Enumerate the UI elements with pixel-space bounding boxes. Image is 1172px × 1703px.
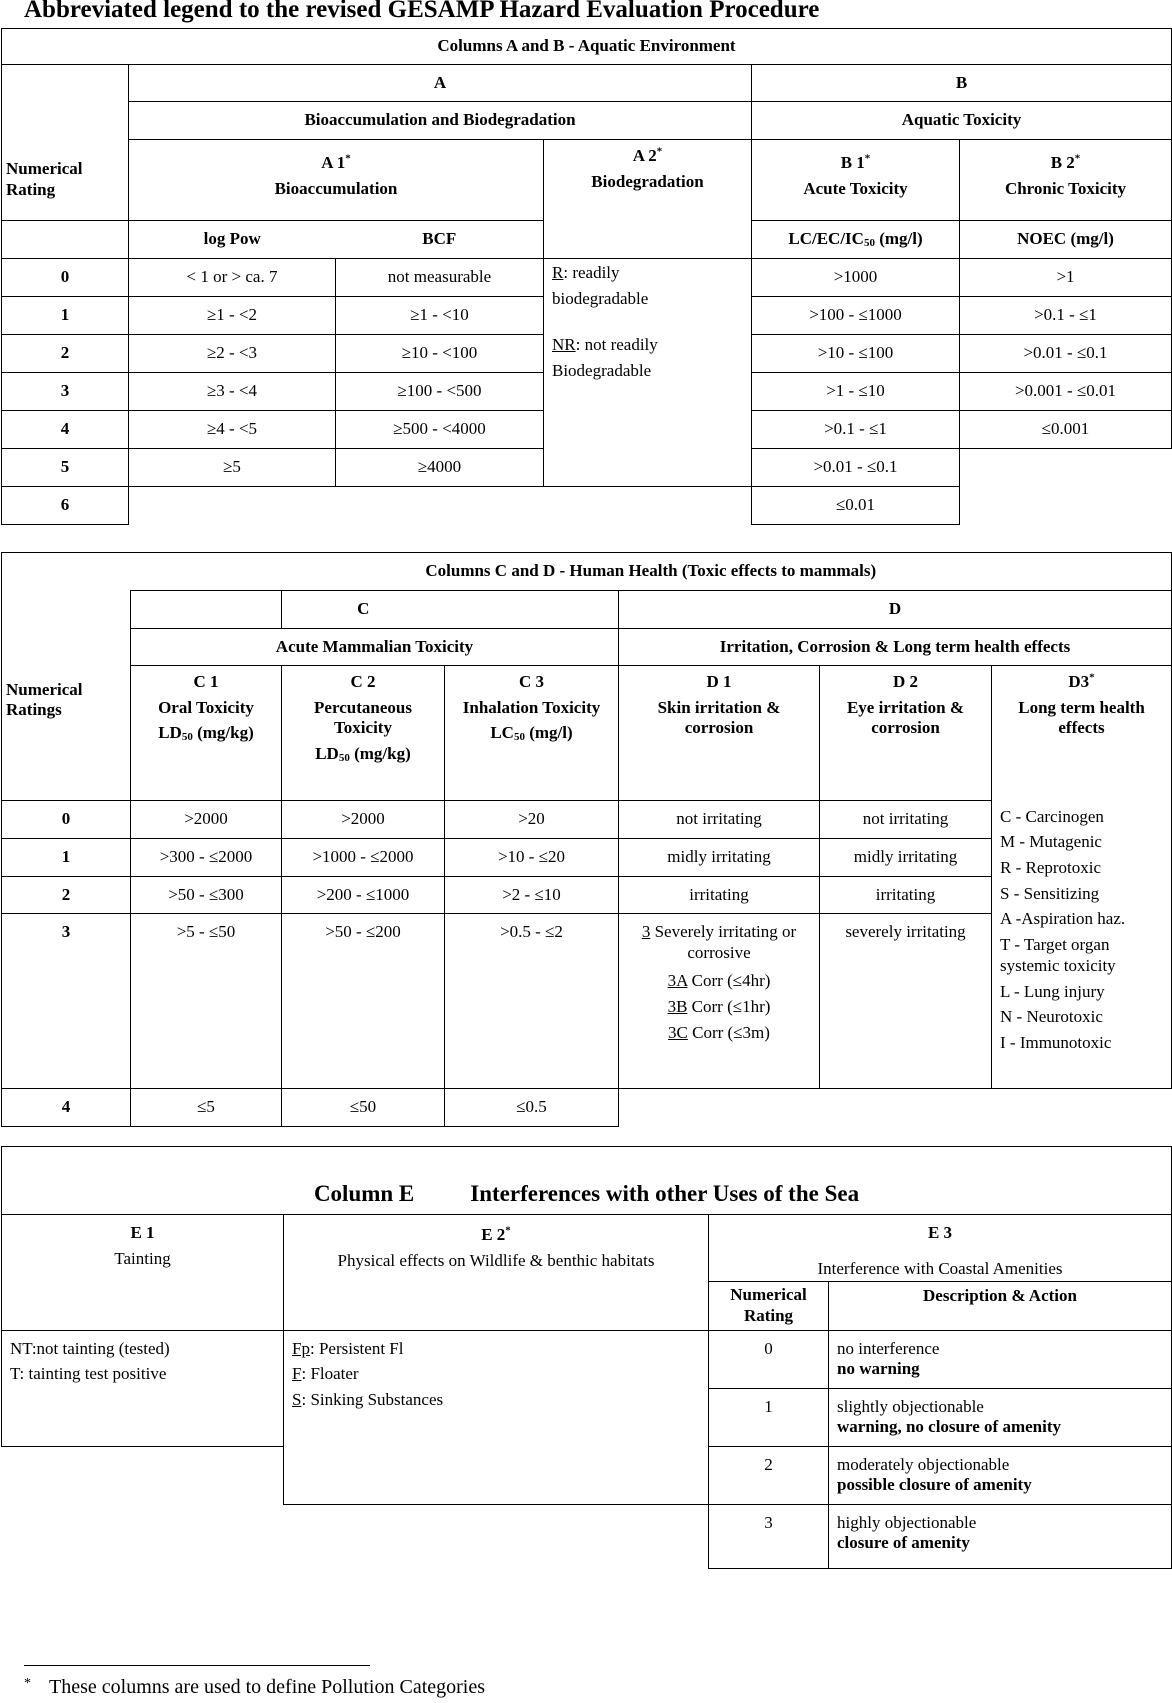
e3-header: E 3 — [709, 1215, 1172, 1257]
d3-header: D3* Long term health effects — [992, 666, 1172, 801]
numerical-ratings-header: Numerical Ratings — [2, 666, 131, 801]
footnote: * These columns are used to define Pollution Categories — [24, 1676, 486, 1698]
d1-rating-3: 3 Severely irritating or corrosive 3A Corr (≤4hr) 3B Corr (≤1hr) 3C Corr (≤3m) — [619, 914, 820, 1089]
table-row: 1 ≥1 - <2 ≥1 - <10 >100 - ≤1000 >0.1 - ≤1 — [2, 297, 1172, 335]
footnote-divider — [24, 1665, 370, 1666]
column-b-title: Aquatic Toxicity — [752, 102, 1172, 140]
table-row: 5 ≥5 ≥4000 >0.01 - ≤0.1 — [2, 449, 1172, 487]
column-a-letter: A — [129, 65, 752, 102]
c1-header: C 1 Oral Toxicity LD50 (mg/kg) — [131, 666, 282, 801]
table-row: 1 >300 - ≤2000 >1000 - ≤2000 >10 - ≤20 midly irritating midly irritating — [2, 839, 1172, 877]
column-a-title: Bioaccumulation and Biodegradation — [129, 102, 752, 140]
d2-header: D 2 Eye irritation & corrosion — [820, 666, 992, 801]
column-e-table: Column E Interferences with other Uses of the Sea E 1 Tainting E 2* Physical effects on Wildlife & benthic habitats E 3 Interference with Coastal Amenities Numerical Rating Description & Action NT:not tainting (tested) T: tainting test positive Fp: Persistent Fl F: Floater S: Sinking Substances 0 no interference no warning 1 slightly objectionable warning, no closure of amenity 2 moderately objectionable possible closure of amenity 3 highly objectionable closure of amenity — [1, 1146, 1172, 1569]
table-row: 4 ≥4 - <5 ≥500 - <4000 >0.1 - ≤1 ≤0.001 — [2, 411, 1172, 449]
e1-values: NT:not tainting (tested) T: tainting test positive — [2, 1330, 284, 1446]
a2-header: A 2* Biodegradation — [544, 140, 752, 259]
table-row: 3 ≥3 - <4 ≥100 - <500 >1 - ≤10 >0.001 - ≤0.01 — [2, 373, 1172, 411]
column-c-letter: C — [282, 591, 445, 629]
b2-unit-header: NOEC (mg/l) — [960, 221, 1172, 259]
b1-unit-header: LC/EC/IC50 (mg/l) — [752, 221, 960, 259]
aquatic-header: Columns A and B - Aquatic Environment — [2, 29, 1172, 65]
list-item: moderately objectionable possible closure of amenity — [829, 1446, 1172, 1504]
c3-header: C 3 Inhalation Toxicity LC50 (mg/l) — [445, 666, 619, 801]
list-item: slightly objectionable warning, no closure of amenity — [829, 1388, 1172, 1446]
table-row: 6 ≤0.01 — [2, 487, 1172, 525]
e3-rating-header: Numerical Rating — [709, 1282, 829, 1330]
e2-header: E 2* Physical effects on Wildlife & benthic habitats — [284, 1215, 709, 1331]
list-item: highly objectionable closure of amenity — [829, 1504, 1172, 1568]
d1-header: D 1 Skin irritation & corrosion — [619, 666, 820, 801]
column-d-title: Irritation, Corrosion & Long term health effects — [619, 629, 1172, 666]
table-row: 0 >2000 >2000 >20 not irritating not irritating C - Carcinogen M - Mutagenic R - Reprotoxic S - Sensitizing A -Aspiration haz. T - Target organ systemic toxicity L - Lung injury N - Neurotoxic I - Immunotoxic — [2, 801, 1172, 839]
d3-effects-list: C - Carcinogen M - Mutagenic R - Reprotoxic S - Sensitizing A -Aspiration haz. T - Target organ systemic toxicity L - Lung injury N - Neurotoxic I - Immunotoxic — [992, 801, 1172, 1089]
table-row: 3 >5 - ≤50 >50 - ≤200 >0.5 - ≤2 3 Severely irritating or corrosive 3A Corr (≤4hr) 3B Corr (≤1hr) 3C Corr (≤3m) severely irritating — [2, 914, 1172, 1089]
biodegradation-values: R: readily biodegradable NR: not readily Biodegradable — [544, 259, 752, 487]
e1-header: E 1 Tainting — [2, 1215, 284, 1331]
a1-header: A 1* Bioaccumulation — [129, 140, 544, 221]
table-row: 4 ≤5 ≤50 ≤0.5 — [2, 1089, 1172, 1127]
table-row: 2 >50 - ≤300 >200 - ≤1000 >2 - ≤10 irritating irritating — [2, 877, 1172, 914]
column-e-title: Column E Interferences with other Uses of the Sea — [2, 1147, 1172, 1215]
numerical-rating-header: Numerical Rating — [2, 140, 129, 221]
e3-title: Interference with Coastal Amenities — [817, 1258, 1063, 1278]
column-b-letter: B — [752, 65, 1172, 102]
column-d-letter: D — [619, 591, 1172, 629]
bcf-header: BCF — [336, 221, 544, 259]
human-health-header: Columns C and D - Human Health (Toxic effects to mammals) — [131, 553, 1172, 591]
page-title: Abbreviated legend to the revised GESAMP Hazard Evaluation Procedure — [24, 0, 820, 23]
table-row: 0 < 1 or > ca. 7 not measurable R: readily biodegradable NR: not readily Biodegradable >1000 >1 — [2, 259, 1172, 297]
b2-header: B 2* Chronic Toxicity — [960, 140, 1172, 221]
log-pow-header: log Pow — [129, 221, 336, 259]
aquatic-environment-table — [1, 28, 1172, 525]
column-c-title: Acute Mammalian Toxicity — [131, 629, 619, 666]
human-health-table — [1, 552, 1172, 1127]
e2-values: Fp: Persistent Fl F: Floater S: Sinking Substances — [284, 1330, 709, 1504]
b1-header: B 1* Acute Toxicity — [752, 140, 960, 221]
e3-description-header: Description & Action — [923, 1285, 1077, 1305]
table-row: 2 ≥2 - <3 ≥10 - <100 >10 - ≤100 >0.01 - ≤0.1 — [2, 335, 1172, 373]
c2-header: C 2 Percutaneous Toxicity LD50 (mg/kg) — [282, 666, 445, 801]
list-item: no interference no warning — [829, 1330, 1172, 1388]
